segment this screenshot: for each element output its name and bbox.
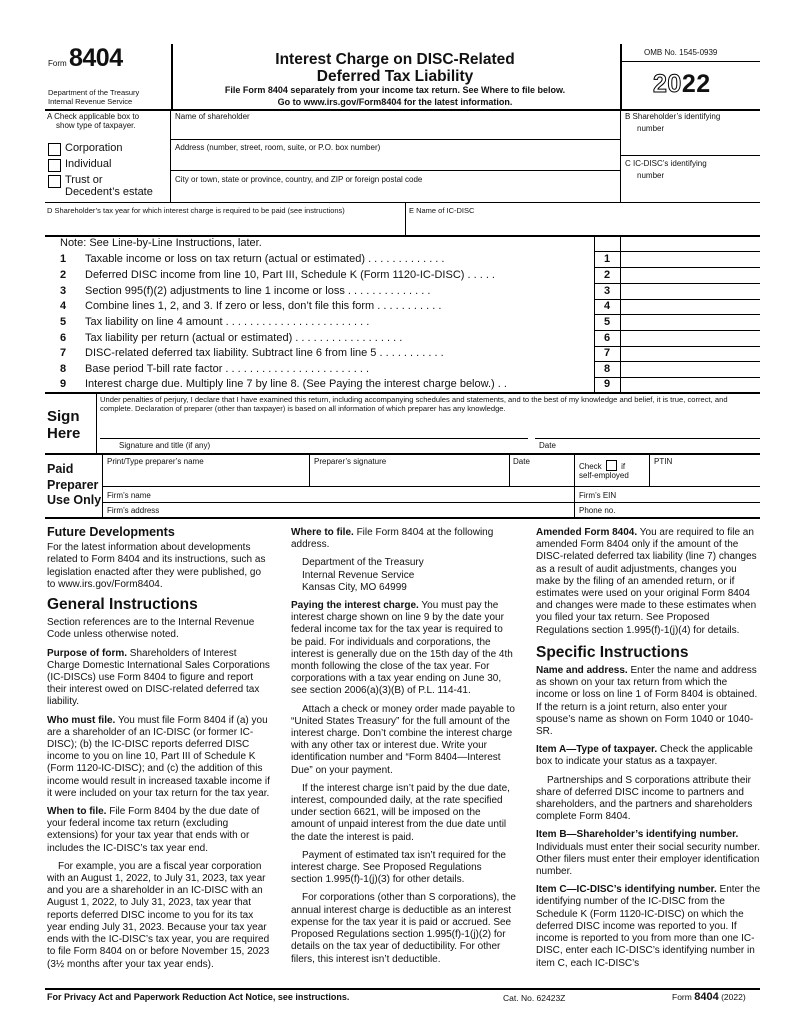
future-developments-text: For the latest information about developments related to Form 8404 and its instructions, such as legislation enacted after they were published, go to www.irs.gov/Form8404.: [47, 542, 266, 590]
corporations-paragraph: For corporations (other than S corporations), the annual interest charge is deductible as an interest expense for the tax year it is paid or accrued. See Proposed Regulations section 1.995(f)-1(j)(2) for details on the tax year of deductibility. For other filers, this interest isn’t deductible.: [291, 892, 516, 965]
line-2-box: 2: [603, 269, 611, 281]
line-2-text: Deferred DISC income from line 10, Part III, Schedule K (Form 1120-IC-DISC) . . . . .: [85, 269, 495, 281]
footer-form-label: Form: [672, 992, 692, 1002]
line-6-box: 6: [603, 332, 611, 344]
preparer-word: Preparer: [47, 477, 99, 492]
phone-label: Phone no.: [579, 506, 616, 515]
item-a-label-line1: A Check applicable box to: [47, 112, 140, 121]
title-line-1: Interest Charge on DISC-Related: [275, 51, 515, 68]
ic-disc-name-field[interactable]: [408, 216, 758, 234]
self-employed-checkbox[interactable]: [606, 460, 617, 471]
line-5-number: 5: [60, 316, 67, 328]
tax-year-light: 20: [653, 70, 682, 98]
firm-ein-label: Firm’s EIN: [579, 491, 617, 500]
future-developments-heading: Future Developments: [47, 525, 175, 539]
line-note: Note: See Line-by-Line Instructions, later.: [60, 237, 262, 249]
line-9-number: 9: [60, 378, 67, 390]
line-5-text: Tax liability on line 4 amount . . . . . . . . . . . . . . . . . . . . . . . .: [85, 316, 370, 328]
sign-date-label: Date: [539, 441, 556, 450]
amended-paragraph: [536, 527, 761, 637]
individual-checkbox[interactable]: [48, 159, 61, 172]
item-c-label-line2: number: [637, 171, 665, 180]
self-employed-check-label: [579, 460, 625, 471]
title-line-2: Deferred Tax Liability: [316, 68, 474, 85]
item-a-heading: Item A—Type of taxpayer.: [536, 744, 658, 756]
form-label: Form: [48, 59, 67, 68]
when-to-file-paragraph: [47, 806, 272, 855]
perjury-statement: Under penalties of perjury, I declare that I have examined this return, including accompanying schedules and statements, and to the best of my knowledge and belief, it is true, correct, and complete. Declaration of preparer (other than taxpayer) is based on all information of which preparer has any knowledge.: [100, 395, 728, 413]
line-1-box: 1: [603, 253, 611, 265]
preparer-signature-field[interactable]: [312, 468, 507, 484]
item-c-text: Enter the identifying number of the IC-DISC from the Schedule K (Form 1120-IC-DISC) on which the deferred DISC income was reported to you. If income is reported to you from more than one IC-DISC, enter each IC-DISC’s identifying number in item C, each IC-DISC’s: [536, 884, 761, 969]
line-4-amount[interactable]: [622, 300, 760, 314]
item-a-label: [47, 112, 139, 130]
trust-estate-checkbox[interactable]: [48, 175, 61, 188]
footer-form-number: 8404: [694, 991, 719, 1003]
firm-ein-field[interactable]: [615, 488, 758, 501]
form-number: 8404: [69, 44, 123, 72]
line-1-amount[interactable]: [622, 252, 760, 266]
line-6-number: 6: [60, 332, 67, 344]
firm-address-label: Firm’s address: [107, 506, 160, 515]
shareholder-name-label: Name of shareholder: [175, 112, 250, 121]
firm-name-label: Firm’s name: [107, 491, 151, 500]
amended-text: You are required to file an amended Form 8404 only if the amount of the DISC-related deferred tax liability (line 7) changes as a result of audit adjustments, changes you make by the filing of an amended return, or if estimates were used on your original Form 8404 and changes were made to these estimates when you filed your tax return. See Proposed Regulations section 1.995(f)-1(j)(4) for details.: [536, 527, 757, 636]
instr-line-2: Go to www.irs.gov/Form8404 for the latest information.: [277, 97, 513, 107]
line-3-box: 3: [603, 285, 611, 297]
self-employed-label: self-employed: [579, 471, 629, 480]
estate-label: Decedent’s estate: [65, 186, 153, 198]
individual-label: Individual: [65, 158, 112, 170]
line-8-box: 8: [603, 363, 611, 375]
line-2-number: 2: [60, 269, 67, 281]
attach-check-paragraph: Attach a check or money order made payable to “United States Treasury” for the full amount of the interest charge. Don’t combine the interest charge with any other tax or interest due. Write your identification number and “Form 8404—Interest Due” on your payment.: [291, 703, 515, 776]
line-3-amount[interactable]: [622, 284, 760, 298]
if-word: if: [621, 462, 626, 471]
corporation-label: Corporation: [65, 142, 123, 154]
who-must-file-paragraph: [47, 715, 272, 800]
footer-form-year: (2022): [721, 992, 746, 1002]
item-b-label-line2: number: [637, 124, 665, 133]
line-6-amount[interactable]: [622, 332, 760, 346]
instructions-column-3: [536, 527, 761, 976]
sign-word: Sign: [47, 408, 80, 425]
irs-label: Internal Revenue Service: [48, 97, 133, 106]
item-a-label-line2: show type of taxpayer.: [56, 121, 136, 130]
ptin-field[interactable]: [652, 468, 758, 484]
specific-instructions-heading: Specific Instructions: [536, 643, 689, 661]
tax-year-bold: 22: [681, 70, 711, 98]
check-word: Check: [579, 462, 602, 471]
form-instructions-note: [172, 84, 618, 108]
line-8-number: 8: [60, 363, 67, 375]
sign-date-field[interactable]: [538, 416, 758, 436]
line-4-number: 4: [60, 300, 67, 312]
item-a-paragraph: [536, 744, 761, 768]
line-1-number: 1: [60, 253, 67, 265]
name-address-text: Enter the name and address as shown on your tax return from which the income or loss on line 1 of Form 8404 is obtained. If the return is a joint return, also enter your spouse’s name as shown on Form 1040 or 1040-SR.: [536, 665, 758, 738]
line-2-amount[interactable]: [622, 268, 760, 282]
corporation-checkbox[interactable]: [48, 143, 61, 156]
address-field[interactable]: [172, 153, 618, 167]
line-9-box: 9: [603, 378, 611, 390]
address-line-1: Department of the Treasury: [302, 557, 424, 569]
line-3-number: 3: [60, 285, 67, 297]
who-must-file-text: You must file Form 8404 if (a) you are a shareholder of an IC-DISC (or former IC-DISC); (b) the IC-DISC reports deferred DISC income to you on line 10, Part III of Schedule K (Form 1120-IC-DISC); and (c) the addition of this income would result in increased taxable income if it were included on your tax return for the tax year.: [47, 714, 270, 799]
address-line-3: Kansas City, MO 64999: [302, 581, 407, 593]
item-d-label: D Shareholder’s tax year for which interest charge is required to be paid (see instructions): [47, 206, 345, 215]
paying-text: You must pay the interest charge shown on line 9 by the date your federal income tax for the tax year is required to be paid. For individuals and corporations, the interest is generally due on the 15th day of the 4th month following the close of the tax year. For corporations with a tax year ending on June 30, see section 2006(a)(3)(B) of P.L. 114-41.: [291, 600, 513, 697]
unpaid-interest-paragraph: If the interest charge isn’t paid by the due date, interest, compounded daily, at the rate specified under section 6621, will be imposed on the amount of unpaid interest from the due date until the date the interest is paid.: [291, 782, 510, 843]
ptin-label: PTIN: [654, 457, 673, 466]
item-c-paragraph: [536, 884, 761, 969]
amended-heading: Amended Form 8404.: [536, 527, 638, 538]
line-5-box: 5: [603, 316, 611, 328]
example-paragraph: For example, you are a fiscal year corporation with an August 1, 2022, to July 31, 2023, tax year and you are a shareholder in an IC-DISC with an August 1, 2022, to July 31, 2023, tax year that reports deferred DISC income to you for its tax year ending July 31, 2023. Because your tax year ends with the IC-DISC’s tax year, you are required to file Form 8404 on or before November 15, 2023 (3½ months after your tax year ends).: [47, 860, 270, 970]
use-only-word: Use Only: [47, 493, 102, 507]
firm-name-field[interactable]: [150, 488, 570, 501]
paid-preparer-title: [47, 462, 101, 509]
line-6-text: Tax liability per return (actual or estimated) . . . . . . . . . . . . . . . . . .: [85, 332, 403, 344]
line-8-text: Base period T-bill rate factor . . . . . . . . . . . . . . . . . . . . . . . .: [85, 363, 370, 375]
signature-field[interactable]: [100, 416, 530, 436]
line-4-text: Combine lines 1, 2, and 3. If zero or less, don’t file this form . . . . . . . . . . .: [85, 300, 442, 312]
when-to-file-text: File Form 8404 by the due date of your federal income tax return (excluding extensions) for your tax year that ends with or includes the IC-DISC’s tax year end.: [47, 806, 260, 854]
item-e-label: E Name of IC-DISC: [409, 206, 475, 215]
general-instructions-text: Section references are to the Internal Revenue Code unless otherwise noted.: [47, 617, 255, 641]
item-c-label: [625, 159, 707, 180]
item-b-heading: Item B—Shareholder’s identifying number.: [536, 829, 739, 841]
item-b-text: Individuals must enter their social security number. Other filers must enter their employer identification number.: [536, 841, 760, 878]
preparer-signature-label: Preparer’s signature: [314, 457, 387, 466]
item-b-paragraph: [536, 829, 761, 878]
preparer-name-label: Print/Type preparer’s name: [107, 457, 204, 466]
privacy-notice: For Privacy Act and Paperwork Reduction Act Notice, see instructions.: [47, 992, 350, 1002]
line-9-text: Interest charge due. Multiply line 7 by line 8. (See Paying the interest charge below.) . .: [85, 378, 507, 390]
signature-label: Signature and title (if any): [119, 441, 211, 450]
mailing-address: [291, 557, 516, 594]
sign-here-title: [47, 408, 80, 442]
line-8-amount[interactable]: [622, 363, 760, 377]
item-c-label-line1: C IC-DISC’s identifying: [625, 159, 707, 168]
address-line-2: Internal Revenue Service: [302, 569, 415, 581]
where-to-file-text: File Form 8404 at the following address.: [291, 527, 494, 551]
paying-paragraph: [291, 600, 516, 698]
line-9-amount[interactable]: [622, 378, 760, 392]
item-c-heading: Item C—IC-DISC’s identifying number.: [536, 884, 717, 896]
purpose-heading: Purpose of form.: [47, 647, 128, 659]
line-7-box: 7: [603, 347, 611, 359]
address-label: Address (number, street, room, suite, or P.O. box number): [175, 143, 381, 152]
tax-year: [653, 70, 711, 99]
city-field[interactable]: [172, 185, 618, 199]
item-b-label: [625, 112, 720, 133]
line-5-amount[interactable]: [622, 316, 760, 330]
shareholder-name-field[interactable]: [172, 122, 618, 136]
firm-address-field[interactable]: [160, 503, 570, 516]
paying-heading: Paying the interest charge.: [291, 600, 419, 612]
instructions-column-2: [291, 527, 516, 972]
partnerships-paragraph: Partnerships and S corporations attribute their share of deferred DISC income to partners and shareholders, and the partners and shareholders complete Form 8404.: [536, 774, 753, 823]
name-address-paragraph: [536, 665, 761, 738]
city-label: City or town, state or province, country, and ZIP or foreign postal code: [175, 175, 423, 184]
instr-line-1: File Form 8404 separately from your income tax return. See Where to file below.: [224, 85, 566, 95]
purpose-text: Shareholders of Interest Charge Domestic International Sales Corporations (IC-DISCs) use Form 8404 to figure and report their interest owed on DISC-related deferred tax liability.: [47, 647, 270, 708]
tax-year-field[interactable]: [47, 216, 402, 234]
line-7-number: 7: [60, 347, 67, 359]
who-must-file-heading: Who must file.: [47, 714, 116, 726]
name-address-heading: Name and address.: [536, 665, 628, 677]
instructions-column-1: [47, 524, 272, 977]
where-to-file-heading: Where to file.: [291, 527, 354, 538]
line-1-text: Taxable income or loss on tax return (actual or estimated) . . . . . . . . . . . . .: [85, 253, 445, 265]
phone-field[interactable]: [620, 503, 758, 516]
treasury-dept: Department of the Treasury: [48, 88, 140, 97]
purpose-paragraph: [47, 648, 272, 709]
preparer-date-label: Date: [513, 457, 530, 466]
estimated-tax-paragraph: Payment of estimated tax isn’t required for the interest charge. See Proposed Regulations section 1.995(f)-1(j)(3) for other details.: [291, 849, 506, 886]
omb-number: OMB No. 1545-0939: [644, 48, 718, 57]
here-word: Here: [47, 425, 81, 442]
line-7-amount[interactable]: [622, 347, 760, 361]
preparer-name-field[interactable]: [105, 468, 305, 484]
item-b-label-line1: B Shareholder’s identifying: [625, 112, 721, 121]
item-a-text: Check the applicable box to indicate your status as a taxpayer.: [536, 744, 753, 768]
where-to-file-paragraph: [291, 527, 516, 551]
catalog-number: Cat. No. 62423Z: [503, 993, 566, 1003]
line-7-text: DISC-related deferred tax liability. Subtract line 6 from line 5 . . . . . . . . . . .: [85, 347, 444, 359]
when-to-file-heading: When to file.: [47, 806, 107, 818]
line-4-box: 4: [603, 300, 611, 312]
footer-form-id: [672, 991, 746, 1003]
preparer-date-field[interactable]: [512, 468, 572, 484]
trust-label: Trust or: [65, 174, 103, 186]
general-instructions-heading: General Instructions: [47, 596, 198, 614]
paid-word: Paid: [47, 462, 74, 476]
line-3-text: Section 995(f)(2) adjustments to line 1 income or loss . . . . . . . . . . . . . .: [85, 285, 431, 297]
form-title: [172, 51, 618, 85]
